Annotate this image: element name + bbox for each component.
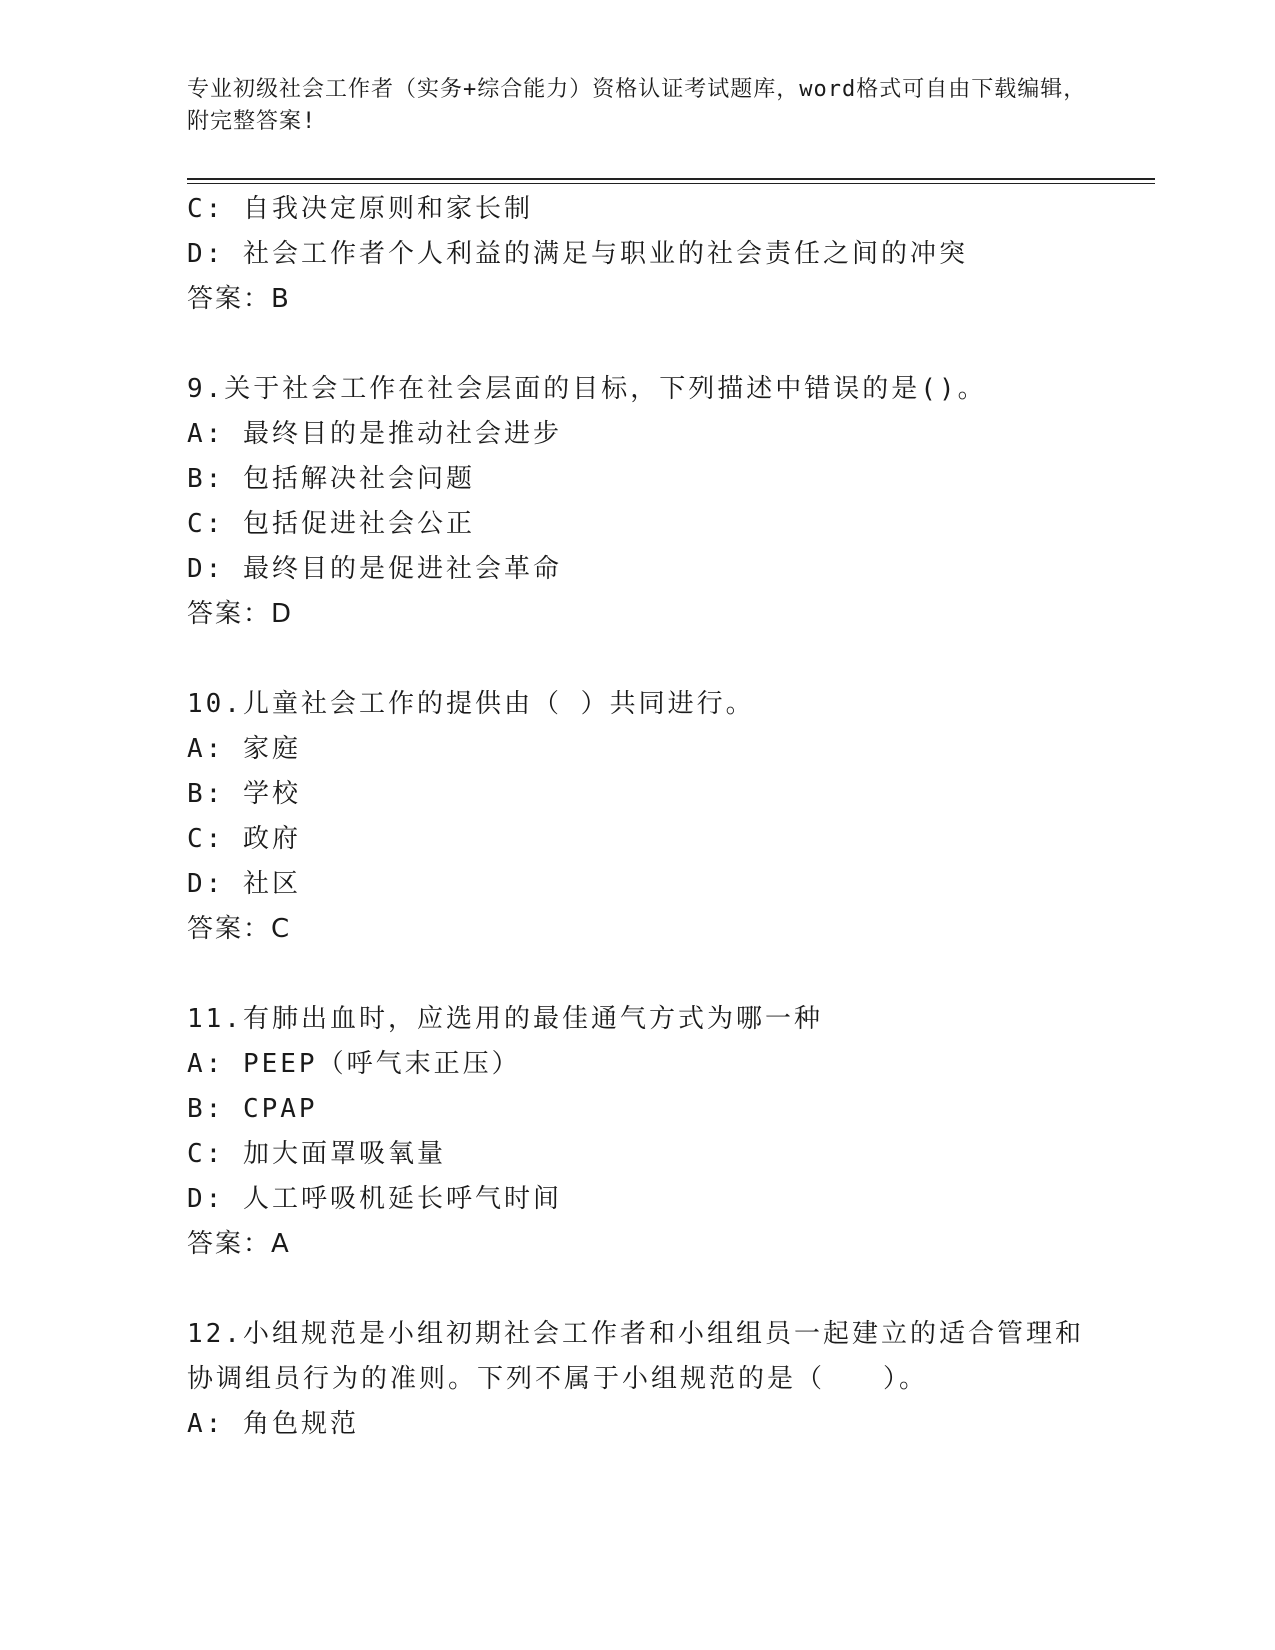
- question-11: 11.有肺出血时，应选用的最佳通气方式为哪一种: [187, 1004, 823, 1034]
- option-d: D: 人工呼吸机延长呼气时间: [187, 1184, 562, 1214]
- answer-line: 答案：B: [187, 284, 291, 314]
- option-d: D: 最终目的是促进社会革命: [187, 554, 562, 584]
- question-9: 9.关于社会工作在社会层面的目标，下列描述中错误的是()。: [187, 374, 987, 404]
- header-rule-thick: [187, 178, 1155, 180]
- question-10: 10.儿童社会工作的提供由（ ）共同进行。: [187, 689, 755, 719]
- question-12-continued: 协调组员行为的准则。下列不属于小组规范的是（ ）。: [187, 1364, 929, 1394]
- option-c: C: 自我决定原则和家长制: [187, 194, 533, 224]
- option-c: C: 政府: [187, 824, 301, 854]
- question-12: 12.小组规范是小组初期社会工作者和小组组员一起建立的适合管理和: [187, 1319, 1084, 1349]
- option-a: A: PEEP（呼气末正压）: [187, 1049, 521, 1079]
- option-b: B: CPAP: [187, 1094, 318, 1124]
- option-b: B: 包括解决社会问题: [187, 464, 475, 494]
- answer-line: 答案：D: [187, 599, 294, 629]
- option-d: D: 社会工作者个人利益的满足与职业的社会责任之间的冲突: [187, 239, 968, 269]
- option-b: B: 学校: [187, 779, 301, 809]
- header-rule-thin: [187, 183, 1155, 184]
- answer-line: 答案：A: [187, 1229, 291, 1259]
- option-a: A: 最终目的是推动社会进步: [187, 419, 562, 449]
- option-a: A: 角色规范: [187, 1409, 359, 1439]
- option-d: D: 社区: [187, 869, 301, 899]
- option-a: A: 家庭: [187, 734, 301, 764]
- document-header: 专业初级社会工作者（实务+综合能力）资格认证考试题库，word格式可自由下载编辑，附完整答案!: [187, 77, 1087, 134]
- option-c: C: 包括促进社会公正: [187, 509, 475, 539]
- option-c: C: 加大面罩吸氧量: [187, 1139, 446, 1169]
- answer-line: 答案：C: [187, 914, 292, 944]
